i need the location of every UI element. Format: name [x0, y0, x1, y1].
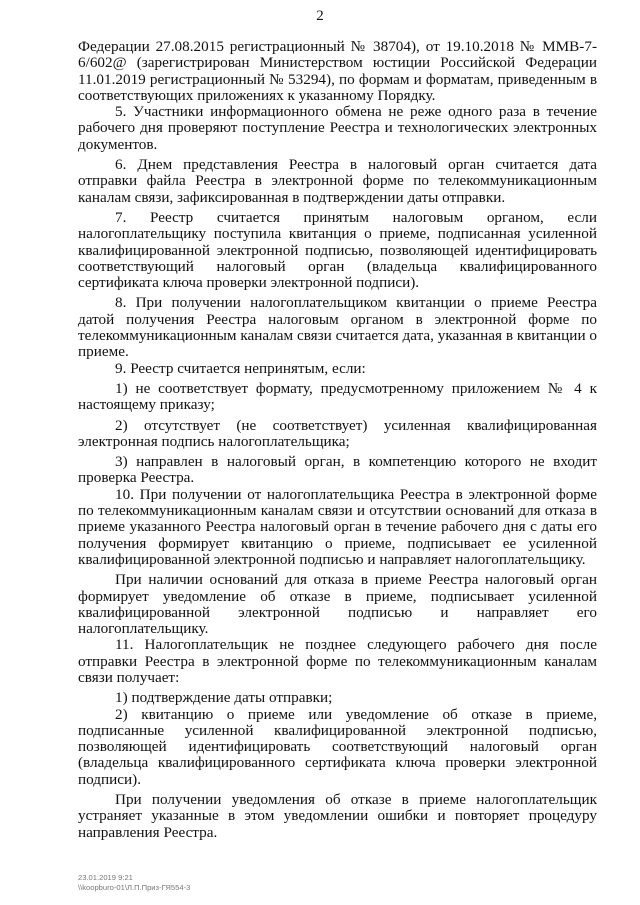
document-body — [78, 39, 597, 841]
subitem-11-2: 2) квитанцию о приеме или уведомление об отказе в приеме, подписанные усиленной квалифицированной электронной подписью, позволяющей идентифицировать соответствующий налоговый орган (владельца квалифицированного сертификата ключа проверки электронной подписи). — [78, 705, 597, 788]
paragraph-final: При получении уведомления об отказе в приеме налогоплательщик устраняет указанные в этом уведомлении ошибки и повторяет процедуру направления Реестра. — [78, 791, 597, 841]
paragraph-refusal: При наличии оснований для отказа в приеме Реестра налоговый орган формирует уведомление об отказе в приеме, подписывает усиленной квалифицированной электронной подписью и направляет его налогоплательщику. — [78, 571, 597, 638]
subitem-11-1: 1) подтверждение даты отправки; — [115, 689, 333, 707]
paragraph-continuation: Федерации 27.08.2015 регистрационный № 38704), от 19.10.2018 № ММВ-7-6/602@ (зарегистрирован Министерством юстиции Российской Федерации 11.01.2019 регистрационный № 53294), по формам и форматам, приведенным в соответствующих приложениях к указанному Порядку. — [78, 38, 597, 104]
paragraph-item-8: 8. При получении налогоплательщиком квитанции о приеме Реестра датой получения Реестра налоговым органом в электронной форме по телекоммуникационным каналам связи считается дата, указанная в квитанции о приеме. — [78, 294, 597, 361]
paragraph-item-10: 10. При получении от налогоплательщика Реестра в электронной форме по телекоммуникационным каналам связи и отсутствии оснований для отказа в приеме указанного Реестра налоговый орган в течение рабочего дня с даты его получения формирует квитанцию о приеме, подписывает ее усиленной квалифицированной электронной подписью и направляет налогоплательщику. — [78, 485, 597, 568]
subitem-9-1: 1) не соответствует формату, предусмотренному приложением № 4 к настоящему приказу; — [78, 379, 597, 414]
footer-timestamp: 23.01.2019 9:21 — [78, 873, 133, 882]
paragraph-item-7: 7. Реестр считается принятым налоговым органом, если налогоплательщику поступила квитанция о приеме, подписанная усиленной квалифицированной электронной подписью, позволяющей идентифицировать соответствующий налоговый орган (владельца квалифицированного сертификата ключа проверки электронной подписи). — [78, 208, 597, 292]
subitem-9-2: 2) отсутствует (не соответствует) усиленная квалифицированная электронная подпись налогоплательщика; — [78, 416, 597, 450]
footer-file-path: \\koopburo-01\Л.П.Приз-ГЯ554-3 — [78, 883, 191, 892]
paragraph-item-6: 6. Днем представления Реестра в налоговый орган считается дата отправки файла Реестра в электронной форме по телекоммуникационным каналам связи, зафиксированная в подтверждении даты отправки. — [78, 156, 597, 206]
paragraph-item-5: 5. Участники информационного обмена не реже одного раза в течение рабочего дня проверяют поступление Реестра и технологических электронных документов. — [78, 103, 597, 153]
subitem-9-3: 3) направлен в налоговый орган, в компетенцию которого не входит проверка Реестра. — [78, 453, 597, 487]
document-footer — [78, 873, 190, 893]
paragraph-item-11: 11. Налогоплательщик не позднее следующего рабочего дня после отправки Реестра в электронной форме по телекоммуникационным каналам связи получает: — [78, 636, 597, 686]
paragraph-item-9: 9. Реестр считается непринятым, если: — [115, 359, 366, 377]
page-number: 2 — [316, 8, 324, 24]
